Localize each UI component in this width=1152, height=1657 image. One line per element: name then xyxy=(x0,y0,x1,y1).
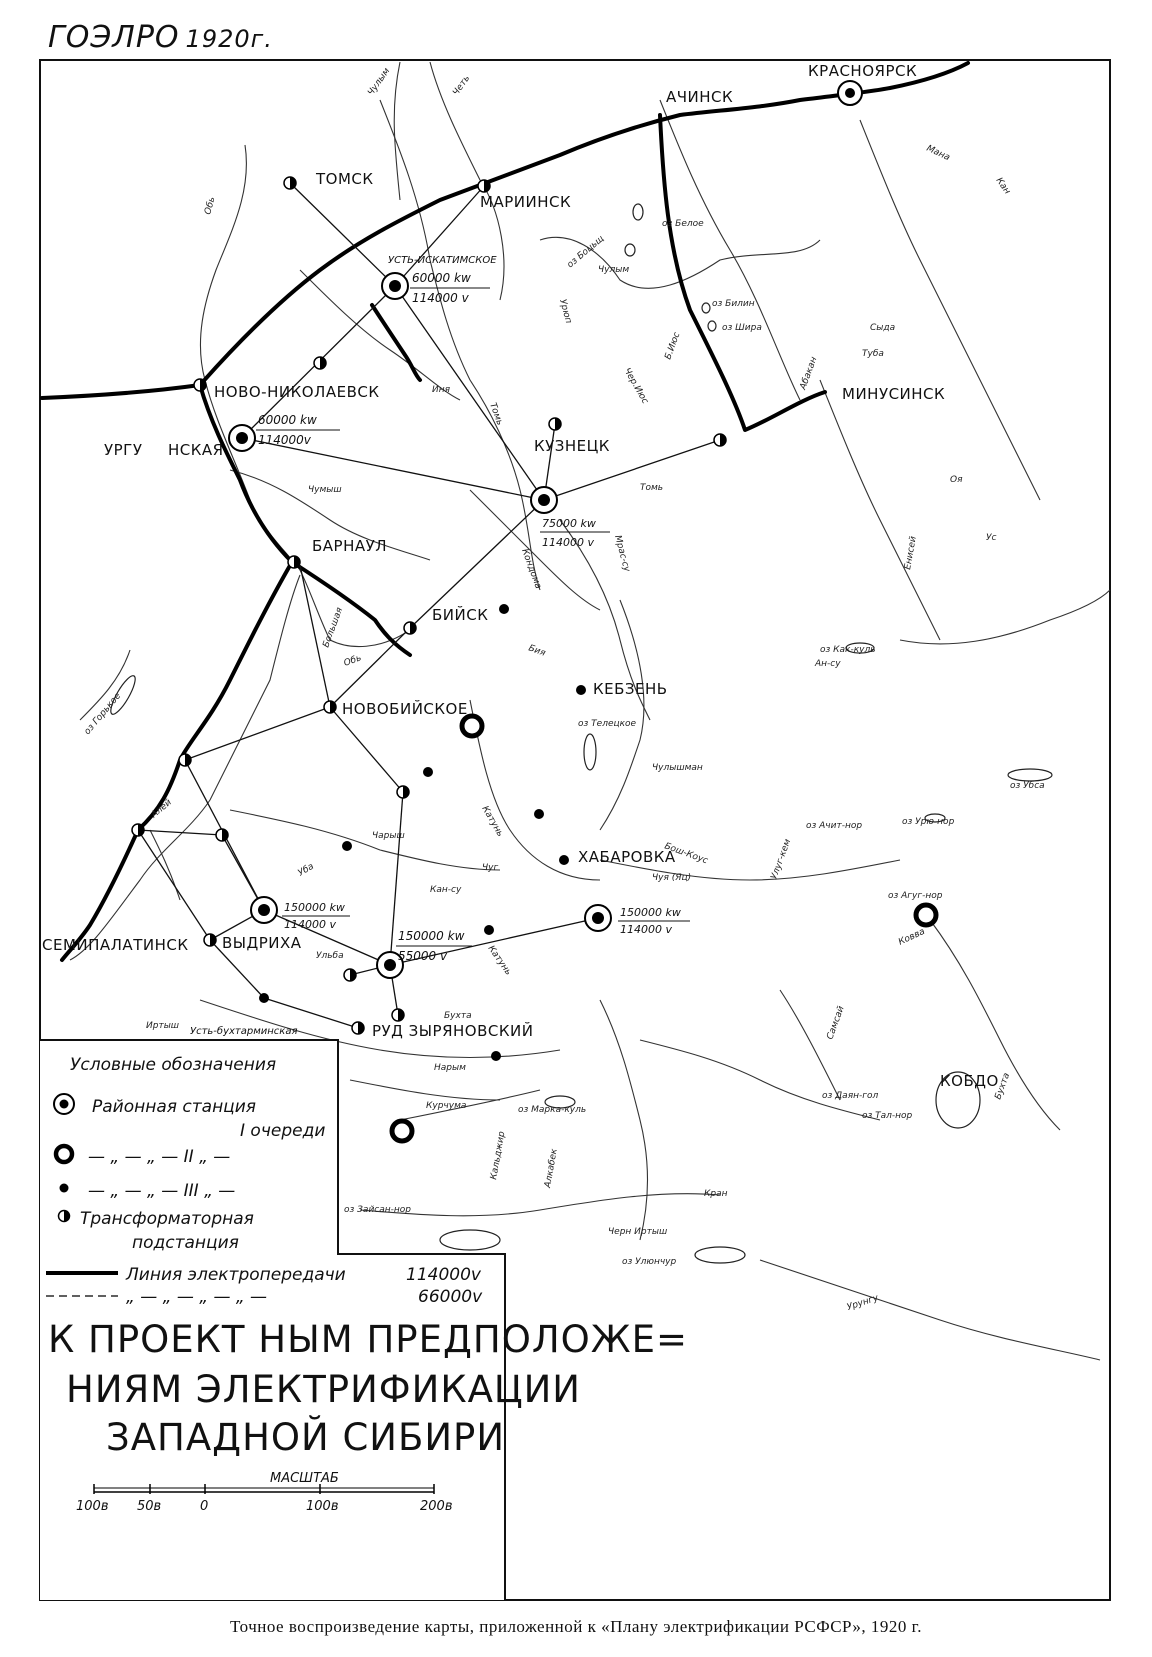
map-caption: Точное воспроизведение карты, приложенной к «Плану электрификации РСФСР», 1920 г. xyxy=(230,1617,922,1636)
lake-label-ubsa: оз Убса xyxy=(1010,781,1045,791)
label-achinsk: АЧИНСК xyxy=(666,88,734,106)
stations-phase-3 xyxy=(259,604,586,1061)
scale-label: МАСШТАБ xyxy=(270,1471,339,1486)
lake-label-uryu: оз Урю-нор xyxy=(902,817,955,827)
substation-alei xyxy=(132,824,144,836)
rating-ust-v: 114000 v xyxy=(412,291,469,305)
lake-label-tal: оз Тал-нор xyxy=(862,1111,913,1121)
substation-alei-e xyxy=(216,829,228,841)
label-vydrikha: ВЫДРИХА xyxy=(222,934,302,952)
river-label-bosh-kous: Бош-Коус xyxy=(662,841,710,867)
river-label-kan: Кан xyxy=(993,175,1012,197)
rating-chuya-v: 114000 v xyxy=(620,923,672,936)
line-ust-zyr xyxy=(264,998,358,1028)
river-label-katun2: Катунь xyxy=(485,943,514,978)
label-rud-zyryanovsky: РУД ЗЫРЯНОВСКИЙ xyxy=(372,1022,534,1040)
line-tomsk-ust xyxy=(290,183,395,286)
river-label-chulym-e: Чулым xyxy=(598,265,630,275)
river-label-uba: Уба xyxy=(296,861,316,879)
lake-label-bilin: оз Билин xyxy=(712,299,755,309)
legend xyxy=(40,1040,688,1600)
lake-label-agug: оз Агуг-нор xyxy=(888,891,943,901)
legend-line: Линия электропередачи xyxy=(126,1265,346,1285)
line-urg-kuz xyxy=(242,438,544,500)
lake-shira xyxy=(708,321,716,331)
rating-buh-v: 55000 v xyxy=(398,949,448,963)
river-label-samsai: Самсай xyxy=(825,1004,847,1042)
rating-kuz-kw: 75000 kw xyxy=(542,517,596,530)
river-label-inya: Иня xyxy=(432,385,451,395)
label-kuznetsk: КУЗНЕЦК xyxy=(534,437,610,455)
river-label-bukhta: Бухта xyxy=(993,1071,1013,1102)
substation-kuz-e xyxy=(714,434,726,446)
substation-kolyvan xyxy=(314,357,326,369)
label-barnaul: БАРНАУЛ xyxy=(312,537,388,555)
river-label-us: Ус xyxy=(986,533,997,543)
river-label-syda: Сыдa xyxy=(870,323,896,333)
label-minusinsk: МИНУСИНСК xyxy=(842,385,946,403)
label-mariinsk: МАРИИНСК xyxy=(480,193,572,211)
river-label-kurchum: Курчума xyxy=(426,1101,467,1111)
line-novonik-barnaul xyxy=(200,385,292,562)
river-label-chuya: Чуя (Яц) xyxy=(652,873,692,883)
river-label-an-su: Ан-су xyxy=(815,659,841,669)
river-label-abakan: Абакан xyxy=(798,355,820,392)
substation-mariinsk xyxy=(478,180,490,192)
rating-urg-v: 114000v xyxy=(258,433,311,447)
river-label-ob: Обь xyxy=(203,195,218,216)
river-label-narym: Нарым xyxy=(434,1063,466,1073)
river-label-tom2: Томь xyxy=(640,483,664,493)
scale-tick-0: 100в xyxy=(76,1499,109,1514)
legend-title: Условные обозначения xyxy=(70,1055,277,1075)
river-label-uluk-kem: Улуг-кем xyxy=(769,837,794,882)
scale-tick-3: 100в xyxy=(306,1499,339,1514)
lake-label-zaisan: оз Зайсан-нор xyxy=(344,1205,411,1215)
rating-vyd-v: 114000 v xyxy=(284,918,336,931)
lake-beloe xyxy=(633,204,643,220)
station-urgunskaya xyxy=(229,425,255,451)
label-biysk: БИЙСК xyxy=(432,606,489,624)
label-tomsk: ТОМСК xyxy=(316,170,374,188)
river-urungu xyxy=(760,1260,1100,1360)
station-katun-ii xyxy=(462,716,482,736)
label-kebzen: КЕБЗЕНЬ xyxy=(593,680,668,698)
river-charysh xyxy=(230,810,500,870)
legend-line2-voltage: 66000v xyxy=(418,1287,483,1307)
label-ust-iskatimskoe: УСТЬ-ИСКАТИМСКОЕ xyxy=(388,255,497,266)
lake-label-markakul: оз Марка-куль xyxy=(518,1105,587,1115)
river-enisei xyxy=(860,120,1040,500)
label-urgunskaya-a: УРГУ xyxy=(104,441,143,459)
lake-zaisan xyxy=(440,1230,500,1250)
legend-phase1: I очереди xyxy=(240,1121,326,1141)
river-label-uryup: Урюп xyxy=(557,298,574,325)
river-label-tuba: Туба xyxy=(862,349,884,359)
river-narym xyxy=(350,1080,500,1100)
substation-alei-n xyxy=(179,754,191,766)
river-label-tom: Томь xyxy=(487,401,505,427)
river-label-charysh: Чарыш xyxy=(372,831,405,841)
river-label-katun: Катунь xyxy=(479,804,505,839)
lake-label-dayan: оз Даян-гол xyxy=(822,1091,879,1101)
line-biysk-novob xyxy=(330,628,410,707)
label-novobiyskoe: НОВОБИЙСКОЕ xyxy=(342,700,468,718)
river-inya xyxy=(300,270,460,400)
substation-charysh xyxy=(397,786,409,798)
substation-biysk xyxy=(404,622,416,634)
river-label-chulym: Чулым xyxy=(366,66,393,98)
legend-line2: „ — „ — „ — „ — xyxy=(126,1287,268,1307)
line-trans-siberian xyxy=(42,63,968,398)
substation-novobiyskoe xyxy=(324,701,336,713)
lake-label-kak-kul: оз Как-куль xyxy=(820,645,876,655)
substation-barnaul xyxy=(288,556,300,568)
lake-label-gorkoe: оз Горькое xyxy=(82,691,124,737)
legend-phase3: — „ — „ — III „ — xyxy=(88,1181,236,1201)
river-label-kan-su: Кан-су xyxy=(430,885,462,895)
river-label-kobdo: Ковва xyxy=(897,926,927,948)
station-iii-a xyxy=(423,767,433,777)
lake-label-bolshoe: оз Боцьщ xyxy=(565,233,607,271)
lake-label-ulyunchur: оз Улюнчур xyxy=(622,1257,677,1267)
label-urgunskaya-b: НСКАЯ xyxy=(168,441,224,459)
label-ust-bukhtarminskaya: Усть-бухтарминская xyxy=(190,1026,298,1037)
lake-bolshoe xyxy=(625,244,635,256)
lake-ulyunchur xyxy=(695,1247,745,1263)
map-title-line1: К ПРОЕКТ НЫМ ПРЕДПОЛОЖЕ= xyxy=(48,1318,688,1361)
label-semipalatinsk: СЕМИПАЛАТИНСК xyxy=(42,936,189,954)
river-label-mana: Мана xyxy=(924,143,952,164)
rating-urg-kw: 60000 kw xyxy=(258,413,317,427)
river-label-irtysh: Иртыш xyxy=(146,1021,180,1031)
substation-vydrikha xyxy=(204,934,216,946)
substation-zyryanovsk xyxy=(352,1022,364,1034)
station-biya-iii xyxy=(499,604,509,614)
label-khabarovka: ХАБАРОВКА xyxy=(578,848,676,866)
station-khabarovka-iii xyxy=(559,855,569,865)
rating-kuz-v: 114000 v xyxy=(542,536,594,549)
substation-tomsk xyxy=(284,177,296,189)
lake-ubsa xyxy=(1008,769,1052,781)
river-label-oya: Оя xyxy=(950,475,963,485)
substation-kuz-n xyxy=(549,418,561,430)
lake-label-achit: оз Ачит-нор xyxy=(806,821,863,831)
secondary-power-lines xyxy=(138,183,720,1028)
river-label-alkabek: Алкабек xyxy=(543,1147,560,1189)
map-title-line2: НИЯМ ЭЛЕКТРИФИКАЦИИ xyxy=(66,1368,581,1411)
scale-tick-4: 200в xyxy=(420,1499,453,1514)
river-black-irtysh xyxy=(360,1194,720,1216)
scale-tick-2: 0 xyxy=(200,1499,209,1514)
river-iyus xyxy=(660,100,800,400)
heading-year: 1920г. xyxy=(185,25,273,53)
legend-line-voltage: 114000v xyxy=(406,1265,481,1285)
station-agug-ii xyxy=(916,905,936,925)
line-alei-vyd2 xyxy=(138,830,210,940)
label-novo-nikolaevsk: НОВО-НИКОЛАЕВСК xyxy=(214,383,380,401)
substation-ulba xyxy=(344,969,356,981)
river-chulym-w xyxy=(394,62,400,200)
lake-teletskoe xyxy=(584,734,596,770)
station-kuznetsk xyxy=(531,487,557,513)
river-label-biya: Бия xyxy=(526,643,547,659)
river-label-urungu: Урунгу xyxy=(845,1293,880,1313)
legend-station: Районная станция xyxy=(92,1097,257,1117)
river-label-chet: Четь xyxy=(451,73,473,98)
river-verkh-enisei xyxy=(900,590,1110,644)
lake-label-teletskoe: оз Телецкое xyxy=(578,719,637,729)
river-label-chug: Чуг xyxy=(482,863,499,873)
river-label-chern-iyus: Чер.Июс xyxy=(621,366,650,406)
rating-buh-kw: 150000 kw xyxy=(398,929,465,943)
rating-ust-kw: 60000 kw xyxy=(412,271,471,285)
river-kran xyxy=(600,1000,648,1240)
line-novob-south xyxy=(330,707,403,792)
label-krasnoyarsk: КРАСНОЯРСК xyxy=(808,62,918,80)
river-label-black-irtysh: Черн Иртыш xyxy=(608,1227,668,1237)
river-label-kalbazhir: Кальджир xyxy=(489,1130,508,1181)
station-vydrikha xyxy=(251,897,277,923)
map-title-line3: ЗАПАДНОЙ СИБИРИ xyxy=(106,1416,506,1459)
river-abakan xyxy=(820,380,940,640)
station-iii-c xyxy=(342,841,352,851)
river-biya xyxy=(600,600,644,830)
river-kobdo-w xyxy=(640,1040,880,1120)
station-ust-iskatimskoe xyxy=(382,273,408,299)
station-iii-d xyxy=(484,925,494,935)
river-label-alei: Алей xyxy=(149,797,174,821)
heading-title: ГОЭЛРО xyxy=(48,20,180,55)
station-kurchum-ii xyxy=(392,1121,412,1141)
river-label-kondoma: Кондома xyxy=(519,547,543,591)
legend-phase2: — „ — „ — II „ — xyxy=(88,1147,231,1167)
legend-substation-1: Трансформаторная xyxy=(80,1209,254,1229)
river-label-chulyshman: Чулышман xyxy=(652,763,703,773)
station-ust-bukht-iii xyxy=(259,993,269,1003)
station-narym-iii xyxy=(491,1051,501,1061)
substation-bukhta-s xyxy=(392,1009,404,1021)
label-kobdo: КОБДО xyxy=(940,1072,999,1090)
station-kebzen-iii xyxy=(576,685,586,695)
river-label-ulba: Ульба xyxy=(316,951,344,961)
legend-substation-2: подстанция xyxy=(132,1233,239,1253)
lake-label-shira: оз Шира xyxy=(722,323,762,333)
river-label-bolshaya: Большая xyxy=(321,606,346,650)
lake-bilin xyxy=(702,303,710,313)
line-novob-west xyxy=(185,707,330,760)
river-label-ob2: Обь xyxy=(342,653,363,669)
river-label-enisei: Енисей xyxy=(903,535,919,571)
rating-chuya-kw: 150000 kw xyxy=(620,906,681,919)
scale-tick-1: 50в xyxy=(137,1499,162,1514)
river-samsai xyxy=(780,990,840,1100)
rating-vyd-kw: 150000 kw xyxy=(284,901,345,914)
station-krasnoyarsk xyxy=(838,81,862,105)
station-iii-b xyxy=(534,809,544,819)
river-label-kran: Кран xyxy=(704,1189,728,1199)
station-chuya xyxy=(585,905,611,931)
substation-novonik xyxy=(194,379,206,391)
river-label-bukhta2: Бухта xyxy=(444,1011,472,1021)
lake-label-beloe: оз Белое xyxy=(662,219,704,229)
river-alei xyxy=(150,830,180,900)
line-ust-kuz xyxy=(395,286,544,500)
river-label-mras: Мрас-су xyxy=(612,534,632,573)
river-label-bel-iyus: Б.Июс xyxy=(663,331,683,362)
river-label-chumysh: Чумыш xyxy=(308,485,342,495)
